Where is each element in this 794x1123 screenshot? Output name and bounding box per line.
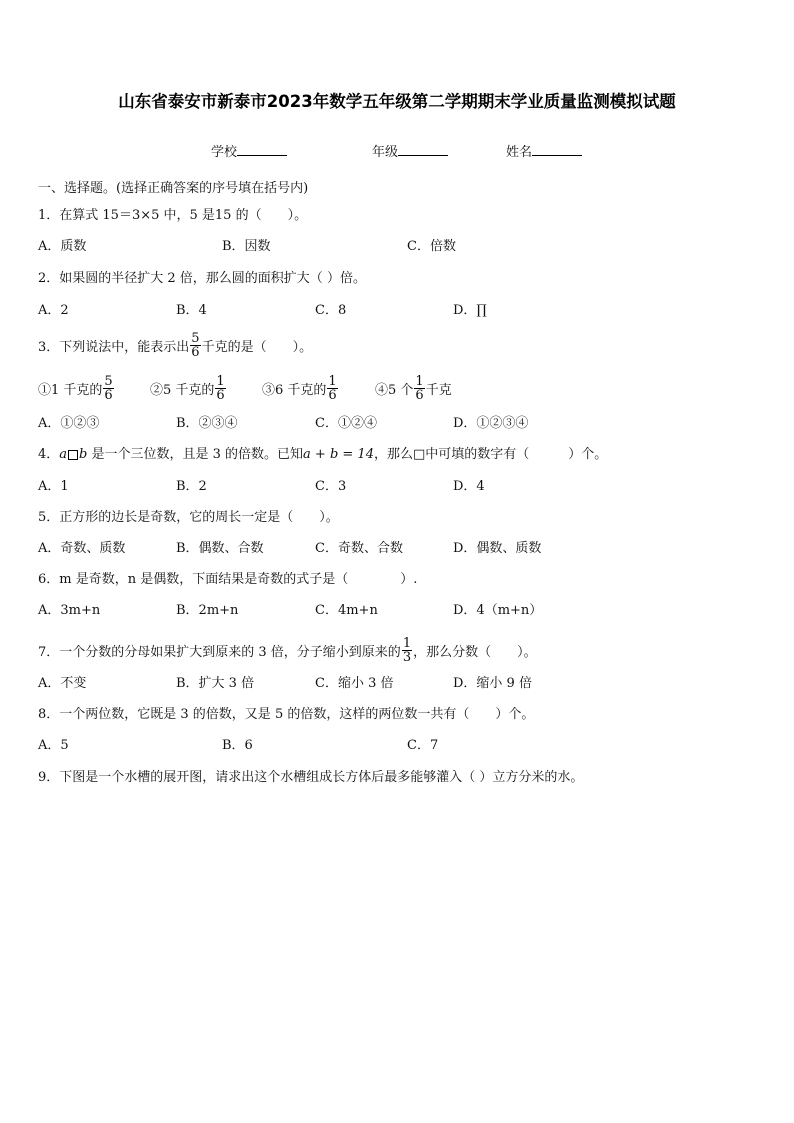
q7-fraction-num: 1 xyxy=(402,636,412,651)
q1-option-c: C．倍数 xyxy=(407,239,456,254)
q4-option-b: B．2 xyxy=(176,479,207,494)
school-label: 学校 xyxy=(211,145,238,160)
q8-option-c: C．7 xyxy=(407,738,439,753)
q3-s4-den: 6 xyxy=(415,388,424,403)
q3-statement-2 xyxy=(150,374,227,404)
name-label: 姓名 xyxy=(506,145,533,160)
q3-s1-fraction xyxy=(103,375,113,402)
q3-statement-3 xyxy=(262,374,339,404)
q4-var-b: b xyxy=(79,447,88,462)
q7-stem-post: ，那么分数（ ）。 xyxy=(413,645,537,660)
q7-fraction-den: 3 xyxy=(402,650,412,665)
question-7-stem xyxy=(38,636,537,666)
school-field xyxy=(211,141,287,160)
q4-mid: 是一个三位数，且是 3 的倍数。已知 xyxy=(87,447,304,462)
q3-s3-text: ③6 千克的 xyxy=(262,383,327,398)
q4-option-a: A．1 xyxy=(38,479,69,494)
q3-statement-4 xyxy=(375,374,452,404)
question-8-stem: 8．一个两位数，它既是 3 的倍数，又是 5 的倍数，这样的两位数一共有（ ）个。 xyxy=(38,707,535,722)
q1-option-a: A．质数 xyxy=(38,239,87,254)
q5-option-c: C．奇数、合数 xyxy=(315,541,403,556)
q2-option-c: C．8 xyxy=(315,303,347,318)
q6-option-c: C．4m+n xyxy=(315,603,378,618)
q3-s2-den: 6 xyxy=(216,388,225,403)
question-9-stem: 9．下图是一个水槽的展开图，请求出这个水槽组成长方体后最多能够灌入（ ）立方分米的水。 xyxy=(38,770,584,785)
q5-option-b: B．偶数、合数 xyxy=(176,541,264,556)
q6-option-a: A．3m+n xyxy=(38,603,101,618)
q8-option-b: B．6 xyxy=(222,738,253,753)
q3-s3-fraction xyxy=(327,375,337,402)
grade-blank[interactable] xyxy=(398,143,448,156)
question-1-stem: 1．在算式 15＝3×5 中，5 是15 的（ ）。 xyxy=(38,208,308,223)
question-6-stem: 6．m 是奇数，n 是偶数，下面结果是奇数的式子是（ ）. xyxy=(38,572,418,587)
q2-option-d: D．∏ xyxy=(453,303,487,318)
school-blank[interactable] xyxy=(237,143,287,156)
q7-option-c: C．缩小 3 倍 xyxy=(315,676,394,691)
q3-stem-post: 千克的是（ ）。 xyxy=(201,340,313,355)
q3-option-b: B．②③④ xyxy=(176,416,238,431)
grade-field xyxy=(372,141,448,160)
q3-fraction xyxy=(190,332,200,359)
q7-option-d: D．缩小 9 倍 xyxy=(453,676,532,691)
q1-option-b: B．因数 xyxy=(222,239,271,254)
q7-stem-pre: 7．一个分数的分母如果扩大到原来的 3 倍，分子缩小到原来的 xyxy=(38,645,401,660)
q6-option-b: B．2m+n xyxy=(176,603,239,618)
q5-option-a: A．奇数、质数 xyxy=(38,541,126,556)
q4-post: ，那么□中可填的数字有（ ）个。 xyxy=(373,447,608,462)
q3-fraction-num: 5 xyxy=(191,331,200,346)
q3-s1-num: 5 xyxy=(104,374,113,389)
q3-s4-post: 千克 xyxy=(425,383,452,398)
q3-option-c: C．①②④ xyxy=(315,416,377,431)
q3-s2-text: ②5 千克的 xyxy=(150,383,215,398)
section-heading: 一、选择题。(选择正确答案的序号填在括号内) xyxy=(38,181,309,196)
q3-s3-num: 1 xyxy=(328,374,337,389)
question-3-stem xyxy=(38,331,313,361)
q5-option-d: D．偶数、质数 xyxy=(453,541,542,556)
q8-option-a: A．5 xyxy=(38,738,69,753)
q3-s2-num: 1 xyxy=(216,374,225,389)
q7-option-b: B．扩大 3 倍 xyxy=(176,676,255,691)
box-icon xyxy=(68,450,78,460)
q6-option-d: D．4（m+n） xyxy=(453,603,543,618)
question-5-stem: 5．正方形的边长是奇数，它的周长一定是（ ）。 xyxy=(38,510,339,525)
q7-fraction xyxy=(402,637,412,664)
q3-option-a: A．①②③ xyxy=(38,416,100,431)
question-2-stem: 2．如果圆的半径扩大 2 倍，那么圆的面积扩大（ ）倍。 xyxy=(38,271,366,286)
name-field xyxy=(506,141,582,160)
q3-s1-text: ①1 千克的 xyxy=(38,383,103,398)
q3-s4-fraction xyxy=(414,375,424,402)
q2-option-a: A．2 xyxy=(38,303,69,318)
q3-s2-fraction xyxy=(215,375,225,402)
q2-option-b: B．4 xyxy=(176,303,207,318)
q3-s4-text: ④5 个 xyxy=(375,383,414,398)
q4-option-c: C．3 xyxy=(315,479,347,494)
grade-label: 年级 xyxy=(372,145,399,160)
q3-s3-den: 6 xyxy=(328,388,337,403)
q3-s4-num: 1 xyxy=(415,374,424,389)
q3-statement-1 xyxy=(38,374,115,404)
name-blank[interactable] xyxy=(532,143,582,156)
q4-number: 4． xyxy=(38,447,60,462)
page-title: 山东省泰安市新泰市2023年数学五年级第二学期期末学业质量监测模拟试题 xyxy=(118,92,676,111)
q3-option-d: D．①②③④ xyxy=(453,416,529,431)
q3-stem-pre: 3．下列说法中，能表示出 xyxy=(38,340,190,355)
question-4-stem xyxy=(38,447,607,463)
q4-option-d: D．4 xyxy=(453,479,485,494)
q3-fraction-den: 6 xyxy=(191,345,200,360)
q3-s1-den: 6 xyxy=(104,388,113,403)
q7-option-a: A．不变 xyxy=(38,676,87,691)
q4-var-a: a xyxy=(59,447,68,462)
q4-equation: a + b = 14 xyxy=(303,447,374,462)
